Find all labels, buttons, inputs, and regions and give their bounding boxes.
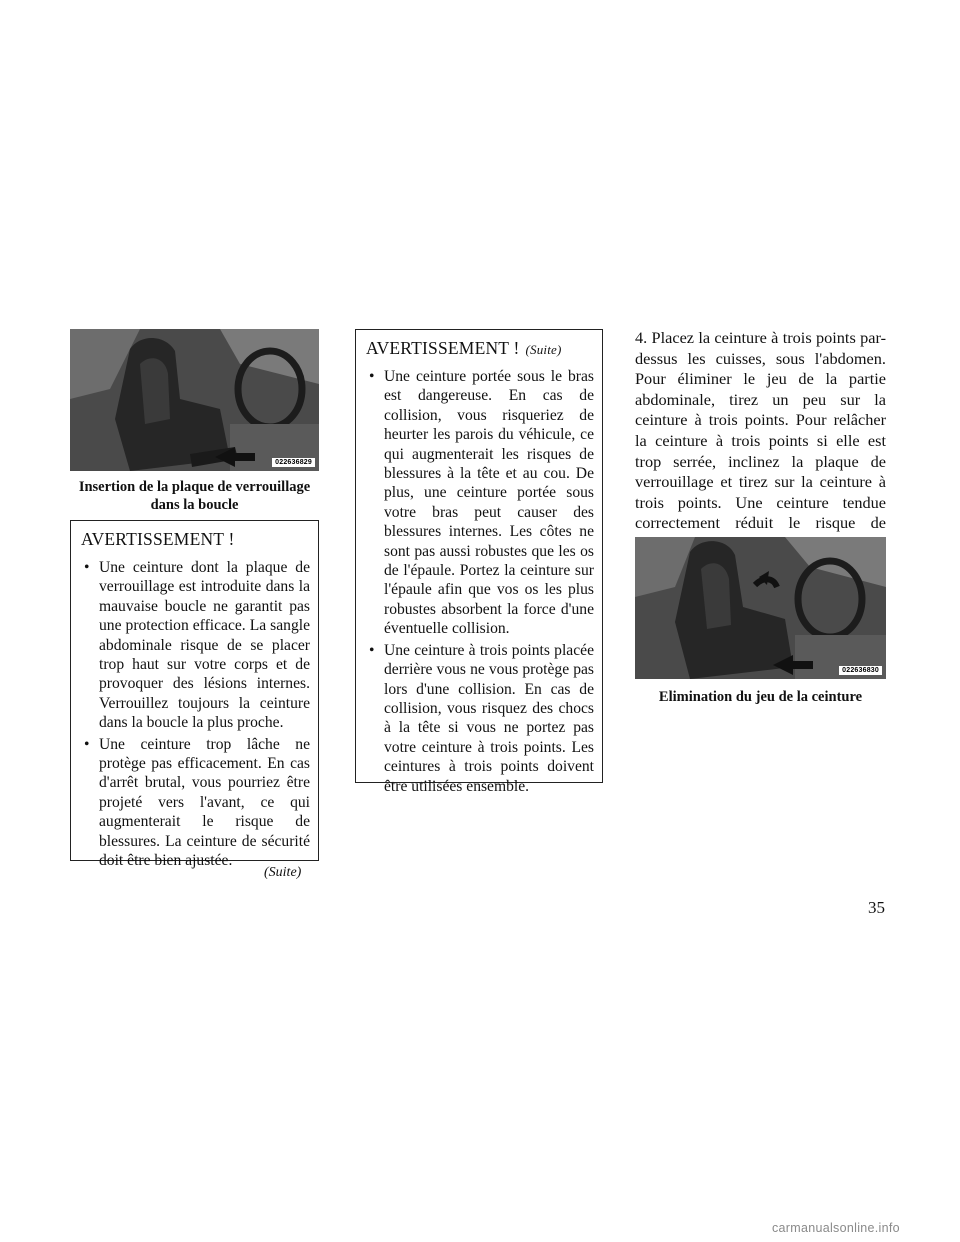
step-paragraph: 4. Placez la ceinture à trois points par-dessus les cuisses, sous l'abdomen. Pour éliminer le jeu de la partie abdominale, tirez un peu sur la ceinture à trois points. Pour relâcher la ceinture à trois points si elle est trop serrée, inclinez la plaque de verrouillage et tirez sur la ceinture à trois points. Une ceinture tendue correctement réduit le risque de: [635, 328, 886, 533]
watermark: carmanualsonline.info: [772, 1221, 900, 1235]
warning-box-continued: [355, 329, 603, 795]
warning-bullet: • Une ceinture trop lâche ne protège pas efficacement. En cas d'arrêt brutal, vous pourriez être projeté vers l'avant, ce qui augmenterait le risque de blessures. La ceinture de sécurité doit être bien ajustée.: [81, 735, 310, 871]
warning-title: AVERTISSEMENT !: [81, 529, 235, 549]
caption-line: Insertion de la plaque de verrouillage: [78, 479, 311, 495]
warning-list: [366, 367, 594, 796]
warning-bullet: • Une ceinture à trois points placée derrière vous ne vous protège pas lors d'une collision. En cas de collision, vous risquez des chocs à la tête si vous ne portez pas votre ceinture à trois points. Les ceintures à trois points doivent être utilisées ensemble.: [366, 641, 594, 796]
figure-buckle-insertion-photo: [70, 329, 319, 471]
figure-caption: [60, 478, 329, 514]
figure-caption: Elimination du jeu de la ceinture: [658, 689, 863, 705]
page-number: 35: [868, 898, 885, 917]
warning-title-text: AVERTISSEMENT !: [366, 338, 520, 358]
photo-code: 022636829: [272, 458, 315, 467]
warning-bullet: • Une ceinture dont la plaque de verrouillage est introduite dans la mauvaise boucle ne garantit pas une protection efficace. La sangle abdominale risque de se placer trop haut sur votre corps et de provoquer des lésions internes. Verrouillez toujours la ceinture dans la boucle la plus proche.: [81, 558, 310, 733]
warning-list: [81, 558, 310, 871]
caption-line: dans la boucle: [150, 497, 239, 513]
figure-belt-slack-photo: [635, 537, 886, 679]
car-seat-illustration: [635, 537, 886, 679]
warning-box: [70, 520, 319, 870]
warning-bullet: • Une ceinture portée sous le bras est dangereuse. En cas de collision, vous risqueriez de heurter les parois du véhicule, ce qui augmenterait les risques de blessures à la tête et au cou. De plus, une ceinture portée sous votre bras peut causer des blessures internes. Les côtes ne sont pas aussi robustes que les os de l'épaule. Portez la ceinture sur l'épaule afin que vos os les plus robustes absorbent la force d'une éventuelle collision.: [366, 367, 594, 639]
warning-title-suffix: (Suite): [525, 342, 562, 357]
continued-label: (Suite): [264, 865, 302, 880]
warning-title: [366, 338, 594, 359]
photo-code: 022636830: [839, 666, 882, 675]
car-seat-illustration: [70, 329, 319, 471]
